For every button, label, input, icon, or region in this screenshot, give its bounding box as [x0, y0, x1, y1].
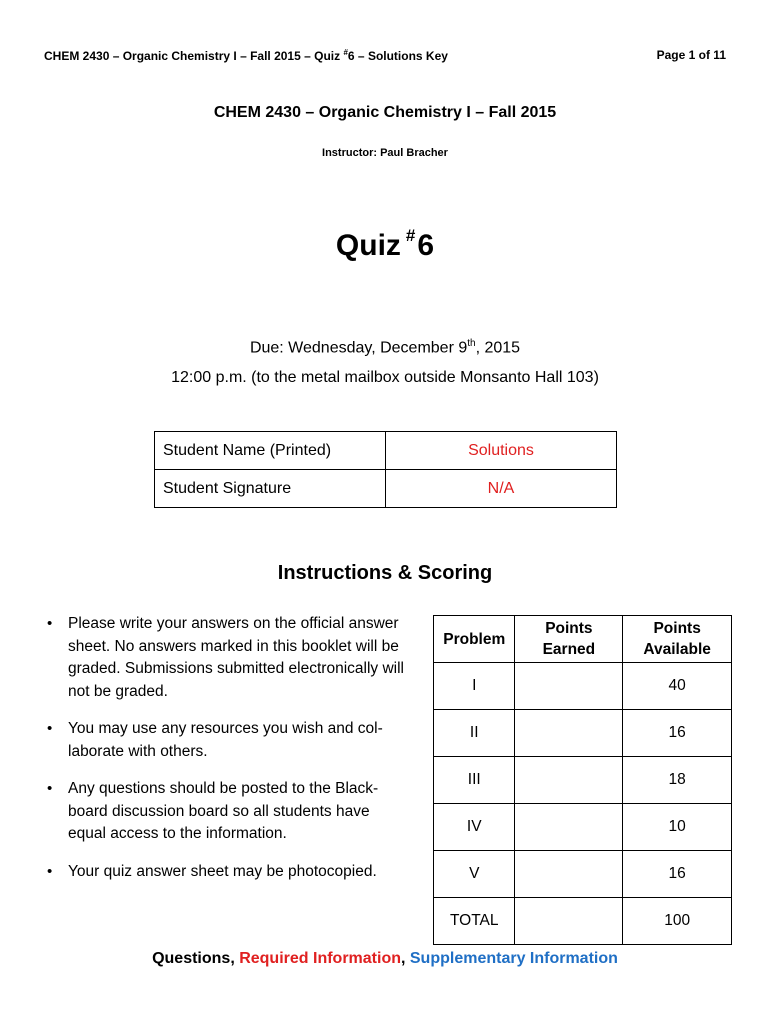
- due-date-year: , 2015: [475, 339, 521, 357]
- legend-supplementary: Supplementary Information: [409, 950, 618, 967]
- due-time: 12:00 p.m. (to the metal mailbox outside Monsanto Hall 103): [171, 369, 599, 386]
- scoring-heading: Instructions & Scoring: [277, 562, 493, 584]
- table-row-total: [434, 898, 732, 945]
- due-date: [0, 338, 770, 357]
- earned-cell: [515, 663, 623, 710]
- problem-cell: IV: [434, 804, 515, 851]
- header-title-suffix: 6 – Solutions Key: [347, 49, 448, 63]
- list-item: [44, 778, 410, 846]
- header-points-earned: [515, 616, 623, 663]
- bullet-icon: •: [47, 720, 53, 737]
- running-header-title: [44, 48, 448, 63]
- header-points-available: [623, 616, 732, 663]
- problem-cell: II: [434, 710, 515, 757]
- student-signature-row: [155, 470, 617, 508]
- quiz-number: 6: [417, 229, 435, 262]
- available-cell: 10: [623, 804, 732, 851]
- available-cell: 18: [623, 757, 732, 804]
- problem-cell: I: [434, 663, 515, 710]
- student-name-row: [155, 432, 617, 470]
- earned-cell: [515, 804, 623, 851]
- legend-separator: ,: [230, 950, 240, 967]
- color-legend: [0, 950, 770, 968]
- student-info-table: [154, 431, 617, 508]
- student-name-value: Solutions: [386, 432, 617, 470]
- due-date-suffix: th: [467, 338, 476, 349]
- legend-required: Required Information: [239, 950, 401, 967]
- list-item: [44, 613, 410, 703]
- header-hash: #: [343, 48, 348, 57]
- bullet-icon: •: [47, 780, 53, 797]
- list-item: [44, 718, 410, 763]
- course-title: CHEM 2430 – Organic Chemistry I – Fall 2015: [213, 104, 557, 121]
- instruction-text: Any questions should be posted to the Blackboard discussion board so all students have equal access to the information.: [68, 780, 379, 842]
- total-available-cell: 100: [623, 898, 732, 945]
- student-name-label: Student Name (Printed): [155, 432, 386, 470]
- score-table: [433, 615, 732, 945]
- page-number: Page 1 of 11: [656, 48, 726, 62]
- table-row: [434, 710, 732, 757]
- earned-cell: [515, 757, 623, 804]
- student-signature-value: N/A: [386, 470, 617, 508]
- table-row: [434, 663, 732, 710]
- legend-separator: ,: [400, 950, 410, 967]
- bullet-icon: •: [47, 862, 53, 880]
- problem-cell: V: [434, 851, 515, 898]
- header-problem: Problem: [434, 616, 515, 663]
- list-item: [44, 861, 410, 884]
- available-cell: 40: [623, 663, 732, 710]
- score-table-header: [434, 616, 732, 663]
- bullet-icon: •: [47, 615, 53, 632]
- table-row: [434, 757, 732, 804]
- table-row: [434, 851, 732, 898]
- quiz-word: Quiz: [335, 229, 401, 262]
- header-points-available-label: Points Available: [643, 620, 711, 658]
- available-cell: 16: [623, 710, 732, 757]
- legend-questions: Questions: [152, 950, 231, 967]
- instructions-list: [44, 613, 410, 898]
- earned-cell: [515, 710, 623, 757]
- available-cell: 16: [623, 851, 732, 898]
- total-earned-cell: [515, 898, 623, 945]
- due-date-text: Due: Wednesday, December 9: [249, 339, 468, 357]
- student-signature-label: Student Signature: [155, 470, 386, 508]
- quiz-title: [0, 226, 770, 263]
- header-points-earned-label: Points Earned: [542, 620, 596, 658]
- total-label-cell: TOTAL: [434, 898, 515, 945]
- instruction-text: Please write your answers on the official answer sheet. No answers marked in this booklet will be graded. Submissions submitted electronically will not be graded.: [68, 615, 404, 700]
- instructor-line: Instructor: Paul Bracher: [322, 147, 448, 159]
- problem-cell: III: [434, 757, 515, 804]
- instruction-text: Your quiz answer sheet may be photocopied.: [68, 862, 377, 880]
- quiz-hash: #: [405, 226, 416, 245]
- table-row: [434, 804, 732, 851]
- header-title-text: CHEM 2430 – Organic Chemistry I – Fall 2015 – Quiz: [44, 49, 344, 63]
- instruction-text: You may use any resources you wish and collaborate with others.: [68, 720, 383, 760]
- earned-cell: [515, 851, 623, 898]
